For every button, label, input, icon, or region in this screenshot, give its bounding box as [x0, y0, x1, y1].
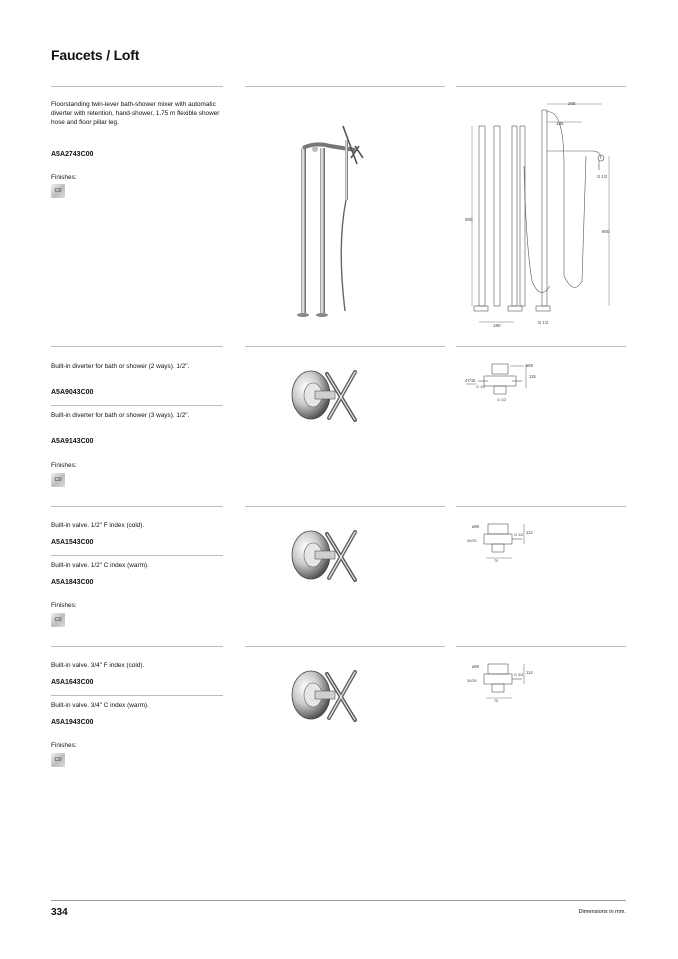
product-description: Built-in valve. 1/2" F index (cold). — [51, 522, 145, 529]
dim-label: 265 — [568, 101, 576, 106]
section-divider — [245, 646, 445, 647]
dim-label: 180 — [493, 323, 501, 328]
section-divider — [456, 346, 626, 347]
product-description: Floorstanding twin-lever bath-shower mixer with automatic diverter with retention, hand-shower, 1.75 m flexible shower hose and floor pillar leg. — [51, 101, 220, 126]
dim-label: 70 — [494, 699, 499, 703]
section-divider — [456, 646, 626, 647]
product-code: A5A1943C00 — [51, 719, 94, 726]
section-divider — [51, 646, 223, 647]
finish-swatch-chrome — [51, 613, 65, 627]
dim-label: 115 — [529, 374, 536, 379]
technical-drawing-valve-half-inch — [466, 518, 556, 566]
section-divider — [51, 86, 223, 87]
dim-label: G 3/4 — [514, 673, 524, 677]
section-divider — [456, 86, 626, 87]
dimensions-note: Dimensions in mm. — [578, 909, 626, 915]
section-divider — [51, 506, 223, 507]
finish-code: C0 — [54, 617, 62, 623]
product-photo-valve-half-inch — [285, 522, 365, 592]
technical-drawing-floorstanding-mixer — [464, 96, 624, 331]
dim-label: 30/25 — [467, 539, 477, 543]
product-photo-floorstanding-mixer — [245, 96, 445, 326]
dim-label: G 1/2 — [514, 533, 524, 537]
section-divider — [245, 86, 445, 87]
dim-label: 70 — [494, 559, 499, 563]
dim-label: 114 — [526, 670, 533, 675]
dim-label: G 1/2 — [597, 174, 608, 179]
product-divider — [51, 555, 223, 556]
product-code: A5A1643C00 — [51, 679, 94, 686]
finish-swatch-chrome — [51, 473, 65, 487]
product-divider — [51, 405, 223, 406]
dim-label: ø60 — [472, 524, 480, 529]
finish-code: C0 — [54, 757, 62, 763]
finishes-label: Finishes: — [51, 742, 77, 749]
finishes-label: Finishes: — [51, 174, 77, 181]
dim-label: 47/15 — [465, 378, 476, 383]
product-description: Built-in diverter for bath or shower (2 ways). 1/2". — [51, 363, 190, 370]
section-divider — [456, 506, 626, 507]
footer-divider — [51, 900, 626, 901]
finish-code: C0 — [54, 188, 62, 194]
dim-label: 900 — [465, 217, 473, 222]
product-photo-valve-three-quarter-inch — [285, 662, 365, 732]
product-photo-diverter — [285, 362, 365, 432]
dim-label: G 1/2 — [476, 385, 486, 389]
technical-drawing-diverter — [462, 358, 562, 408]
product-code: A5A9143C00 — [51, 438, 94, 445]
finishes-label: Finishes: — [51, 462, 77, 469]
product-description: Built-in valve. 3/4" F index (cold). — [51, 662, 145, 669]
page-title: Faucets / Loft — [51, 47, 140, 63]
product-description: Built-in diverter for bath or shower (3 ways). 1/2". — [51, 412, 190, 419]
finish-swatch-chrome — [51, 753, 65, 767]
dim-label: G 1/2 — [497, 398, 507, 402]
technical-drawing-valve-three-quarter-inch — [466, 658, 556, 706]
page-number: 334 — [51, 907, 68, 918]
product-code: A5A2743C00 — [51, 151, 94, 158]
dim-label: 30/25 — [467, 679, 477, 683]
dim-label: 136 — [556, 121, 564, 126]
dim-label: ø60 — [526, 363, 534, 368]
dim-label: 112 — [526, 530, 533, 535]
finish-swatch-chrome — [51, 184, 65, 198]
section-divider — [245, 506, 445, 507]
product-code: A5A9043C00 — [51, 389, 94, 396]
product-description: Built-in valve. 1/2" C index (warm). — [51, 562, 149, 569]
finishes-label: Finishes: — [51, 602, 77, 609]
dim-label: G 1/2 — [538, 320, 549, 325]
dim-label: 800 — [602, 229, 610, 234]
section-divider — [51, 346, 223, 347]
product-code: A5A1543C00 — [51, 539, 94, 546]
dim-label: ø60 — [472, 664, 480, 669]
product-code: A5A1843C00 — [51, 579, 94, 586]
finish-code: C0 — [54, 477, 62, 483]
product-description: Built-in valve. 3/4" C index (warm). — [51, 702, 149, 709]
section-divider — [245, 346, 445, 347]
product-divider — [51, 695, 223, 696]
